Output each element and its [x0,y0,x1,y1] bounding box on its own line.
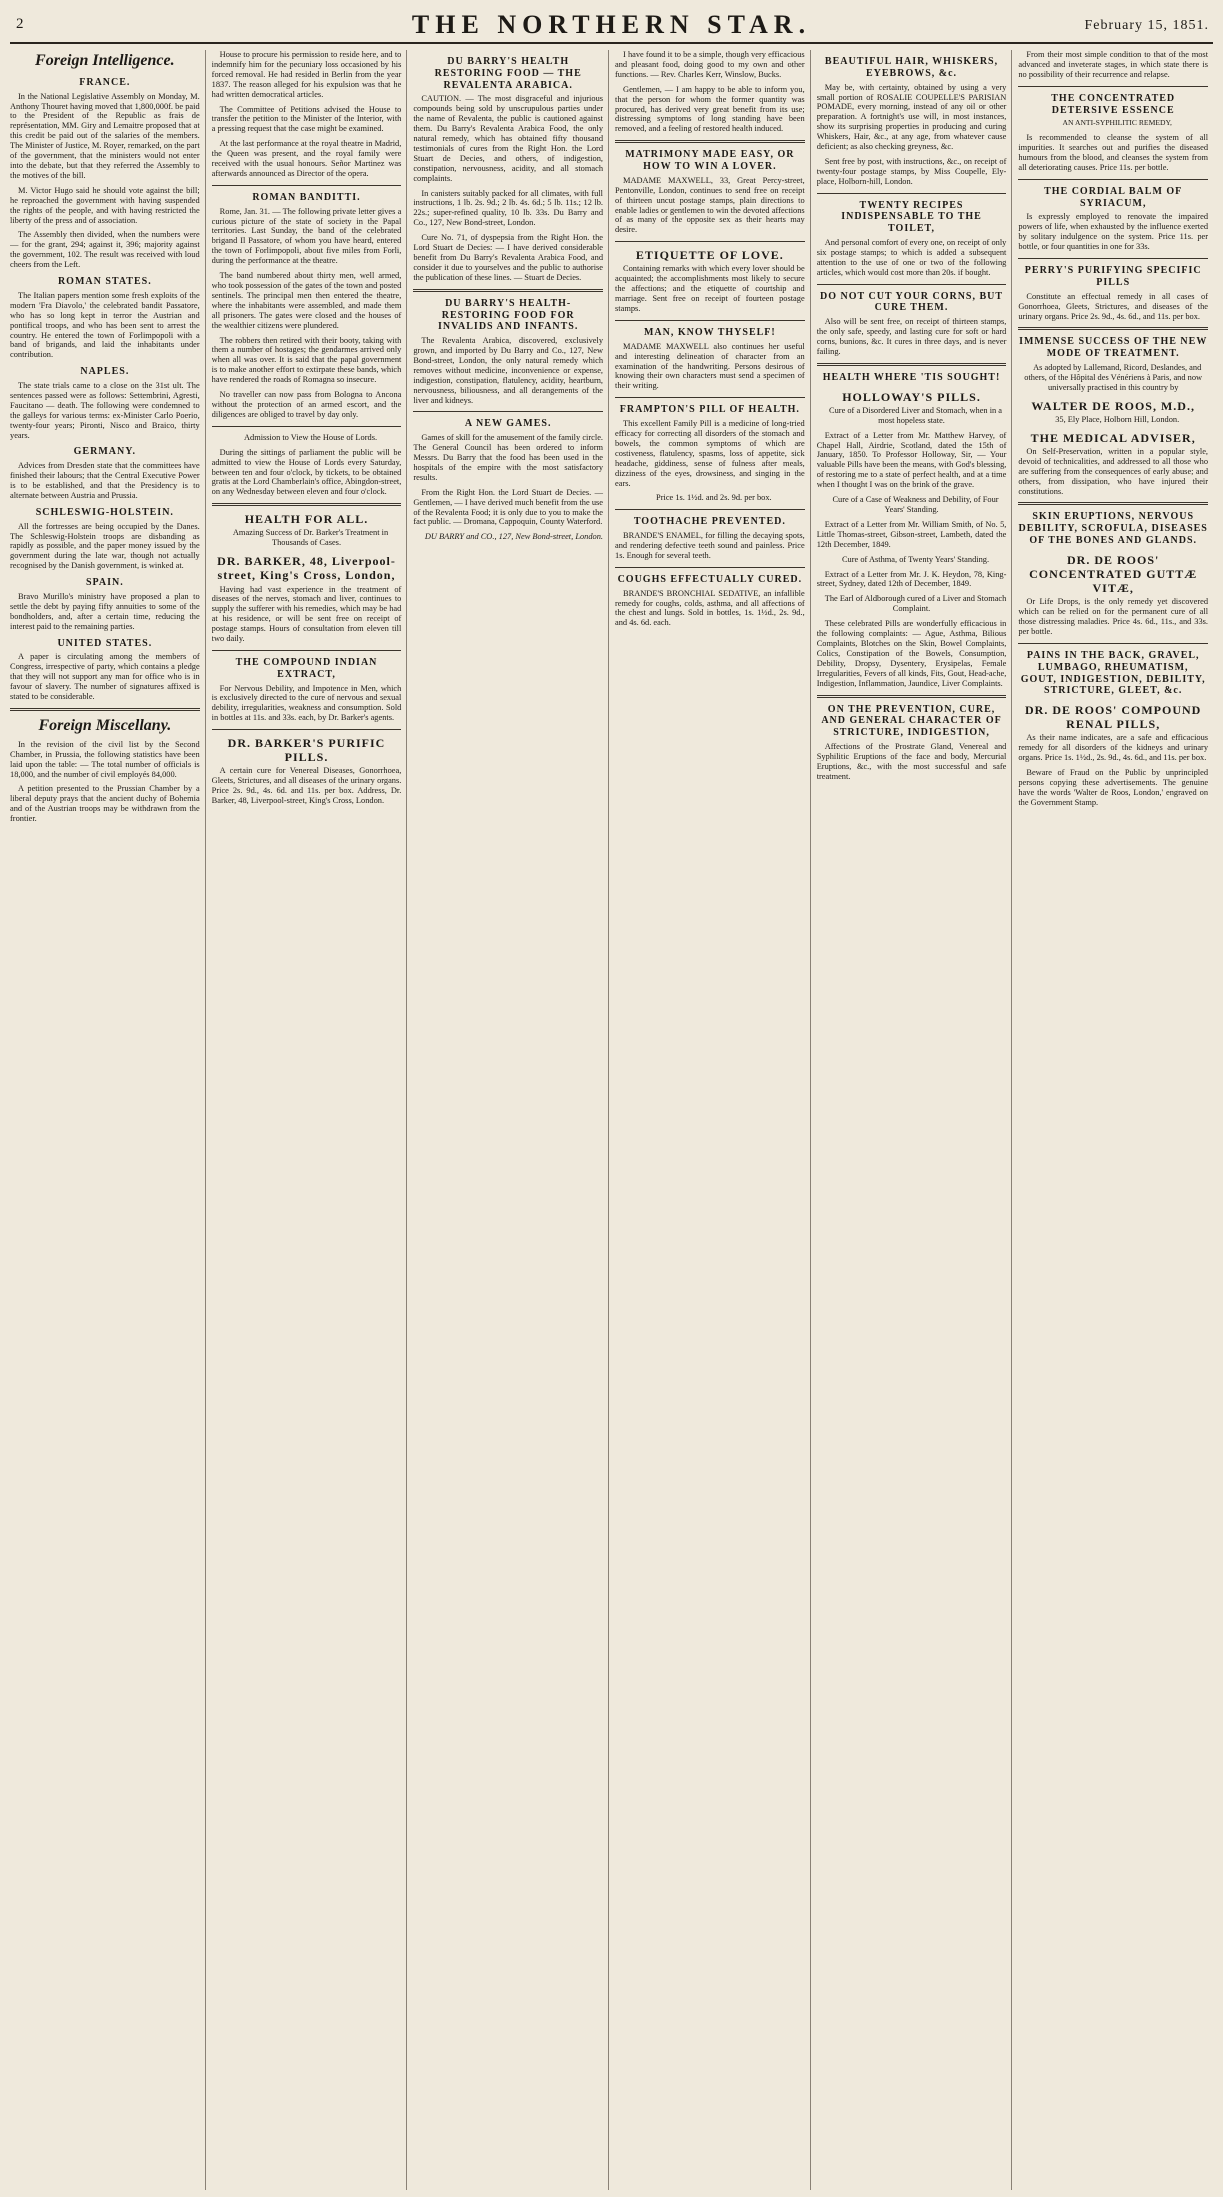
subheading-spain: SPAIN. [85,577,124,589]
divider [615,320,805,321]
testimonial: Gentlemen, — I am happy to be able to inform you, that the person for whom the former quantity was procured, has derived very great benefit from its use; distressing symptoms of long standing have been removed, and a feeling of restored health induced. [615,84,805,134]
advert-heading: MAN, KNOW THYSELF! [643,326,776,338]
advert-text: Extract of a Letter from Mr. Matthew Harvey, of Chapel Hall, Airdrie, Scotland, dated the 15th of January, 1850. To Professor Holloway, Sir, — Your valuable Pills have been the means, with God's blessing, of restoring me to a state of perfect health, and at a time when I thought I was on the brink of the grave. [816,430,1007,490]
article-paragraph: Rome, Jan. 31. — The following private letter gives a curious picture of the state of society in the Papal territories. Last Sunday, the band of the celebrated brigand Il Passatore, of whom you have heard, entered the town of Forlimpopoli, about five miles from Forli, during the performance at the theatre. [211,206,402,266]
advert-heading: DU BARRY'S HEALTH-RESTORING FOOD FOR INVALIDS AND INFANTS. [437,297,579,333]
advert-heading: TWENTY RECIPES INDISPENSABLE TO THE TOILET, [841,199,982,235]
article-paragraph: House to procure his permission to reside here, and to indemnify him for the pecuniary loss occasioned by his forced removal. He had resided in Berlin from the year 1837. The reason alleged for his expulsion was that he had written democratical articles. [211,50,402,99]
article-paragraph: In the revision of the civil list by the Second Chamber, in Prussia, the following statistics have been laid upon the table: — The total number of officials is 18,000, and the number of civil employés 84,000. [10,739,200,779]
advert-heading: THE CONCENTRATED DETERSIVE ESSENCE [1051,92,1176,116]
advert-price: Price 1s. 1½d. and 2s. 9d. per box. [656,493,772,503]
divider [817,363,1007,366]
advert-text: BRANDE'S BRONCHIAL SEDATIVE, an infallible remedy for coughs, colds, asthma, and all affections of the chest and lungs. Sold in bottles, 1s. 1½d., 2s. 9d., and 4s. 6d. each. [615,588,805,628]
article-paragraph: A paper is circulating among the members of Congress, irrespective of party, which contains a pledge that they will not support any man for office who is in favour of slavery. The number of signatures affixed is stated to be considerable. [10,652,200,702]
advert-text: On Self-Preservation, written in a popular style, devoid of technicalities, and addressed to all those who are suffering from the consequences of early abuse; and others, from dissipation, who have injured their constitutions. [1018,446,1209,496]
advert-text: Affections of the Prostrate Gland, Venereal and Syphilitic Eruptions of the face and body, Mercurial Eruptions, &c., with the most successful and safe treatment. [816,741,1007,781]
subheading-germany: GERMANY. [73,446,137,458]
advert-heading: PAINS IN THE BACK, GRAVEL, LUMBAGO, RHEUMATISM, GOUT, INDIGESTION, DEBILITY, STRICTURE, GLEET, &c. [1020,649,1206,697]
advert-heading: MATRIMONY MADE EASY, OR HOW TO WIN A LOVER. [625,149,795,173]
advert-text: For Nervous Debility, and Impotence in Men, which is exclusively directed to the cure of nervous and sexual debility, irregularities, weakness and consumption. Sold in bottles at 11s. and 33s. each, by Dr. Barker's agents. [211,683,402,723]
advert-subheading: Cure of a Disordered Liver and Stomach, when in a most hopeless state. [829,405,1003,425]
column-6 [1018,50,1213,2190]
article-paragraph: The state trials came to a close on the 31st ult. The sentences passed were as follows: Settembrini, Agresti, Faucitano — death. The following were condemned to the galleys for various terms: ex-Minister Carlo Poerio, twenty-four years; Pironti, Nisco and Braico, thirty years. [10,381,200,440]
divider [1018,86,1208,87]
advert-heading: COUGHS EFFECTUALLY CURED. [617,573,803,585]
advert-price: Sent free by post, with instructions, &c., on receipt of twenty-four postage stamps, by Miss Coupelle, Ely-place, Holborn-hill, London. [816,156,1007,186]
divider [1018,258,1208,259]
advert-heading: IMMENSE SUCCESS OF THE NEW MODE OF TREATMENT. [1019,336,1208,360]
divider [413,411,603,412]
advert-text: Or Life Drops, is the only remedy yet discovered which can be relied on for the permanent cure of all those distressing maladies. Price 4s. 6d., 11s., and 33s. per bottle. [1018,597,1209,637]
advert-heading: THE COMPOUND INDIAN EXTRACT, [235,656,378,680]
advert-title: DR. DE ROOS' COMPOUND RENAL PILLS, [1025,703,1202,732]
advert-text: These celebrated Pills are wonderfully efficacious in the following complaints: — Ague, Asthma, Bilious Complaints, Blotches on the Skin, Bowel Complaints, Colics, Constipation of the Bowels, Consumption, Debility, Dropsy, Dysentery, Erysipelas, Female Irregularities, Fevers of all kinds, Fits, Gout, Head-ache, Indigestion, Inflammation, Jaundice, Liver Complaints. [816,619,1007,688]
divider [212,503,402,506]
subheading-schleswig-holstein: SCHLESWIG-HOLSTEIN. [35,506,174,518]
advert-note: Beware of Fraud on the Public by unprincipled persons copying these advertisements. The genuine have the words 'Walter de Roos, London,' engraved on the Government Stamp. [1018,768,1209,807]
advert-text: Games of skill for the amusement of the family circle. The General Council has been ordered to inform Messrs. Du Barry that the food has been used in the hospitals of the empire with the most satisfactory results. [413,433,604,482]
divider [10,708,200,711]
newspaper-title: THE NORTHERN STAR. [411,10,812,39]
advert-text: Extract of a Letter from Mr. J. K. Heydon, 78, King-street, Sydney, dated 12th of December, 1849. [816,569,1007,589]
advert-signature: DU BARRY and CO., 127, New Bond-street, London. [424,532,604,542]
article-paragraph: M. Victor Hugo said he should vote against the bill; he reproached the government with having suspended the rights of the people, and with having restricted the liberty of the press and of association. [10,185,200,225]
advert-text: Is expressly employed to renovate the impaired powers of life, when exhausted by the influence exerted by solitary indulgence on the system. Price 11s. per bottle, or four quantities in one for 33s. [1018,212,1209,252]
article-paragraph: A petition presented to the Prussian Chamber by a liberal deputy prays that the ancient duchy of Bohemia and of the Austrian troops may be withdrawn from the frontier. [10,784,200,824]
subheading-naples: NAPLES. [80,366,130,378]
advert-address: 35, Ely Place, Holborn Hill, London. [1055,414,1180,424]
advert-text: This excellent Family Pill is a medicine of long-tried efficacy for correcting all disorders of the stomach and bowels, the common symptoms of which are costiveness, flatulency, spasms, loss of appetite, sick headache, giddiness, sense of fulness after meals, dizziness of the eyes, drowsiness, and singing in the ears. [615,419,805,488]
divider [212,185,402,186]
advert-text: Extract of a Letter from Mr. William Smith, of No. 5, Little Thomas-street, Gibson-street, Lambeth, dated the 12th December, 1849. [816,519,1007,549]
advert-text: From their most simple condition to that of the most advanced and inveterate stages, in which state there is no possibility of their recurrence and relapse. [1018,50,1209,79]
advert-name: DR. BARKER, 48, Liverpool-street, King's Cross, London, [217,554,396,583]
column-3 [413,50,609,2190]
article-paragraph: The Italian papers mention some fresh exploits of the modern 'Fra Diavolo,' the celebrated bandit Passatore, who has so long kept in terror the Austrian and pontifical troops, and who has been sent to arrest the country. He entered the town of Forlimpopoli with a band of brigands, and laid the inhabitants under contribution. [10,290,200,360]
column-2 [212,50,408,2190]
subheading-france: FRANCE. [79,76,131,88]
advert-text: The Revalenta Arabica, discovered, exclusively grown, and imported by Du Barry and Co., 127, New Bond-street, London, the only natural remedy which removes without medicine, inconvenience or expense, indigestion, constipation, flatulency, acidity, heartburn, nervousness, biliousness, and all derangements of the liver and kidneys. [413,336,604,405]
divider [615,397,805,398]
advert-text: In canisters suitably packed for all climates, with full instructions, 1 lb. 2s. 9d.; 2 lb. 4s. 6d.; 5 lb. 11s.; 12 lb. 22s.; super-refined quality, 10 lb. 33s. Du Barry and Co., 127, New Bond-street, London. [413,188,604,228]
divider [615,140,805,143]
divider [413,289,603,292]
advert-heading: THE CORDIAL BALM OF SYRIACUM, [1044,185,1183,209]
article-paragraph: The band numbered about thirty men, well armed, who took possession of the gates of the town and posted sentinels. The principal men then entered the theatre, where the inhabitants were assembled, and made them all prisoners. The gates were closed and the houses of the wealthier citizens were plundered. [211,271,402,330]
advert-subheading: Amazing Success of Dr. Barker's Treatment in Thousands of Cases. [232,528,389,548]
subheading-roman-states: ROMAN STATES. [57,276,152,288]
article-paragraph: The Assembly then divided, when the numbers were — for the grant, 294; against it, 396; majority against the government, 102. The result was received with loud cheers from the Left. [10,230,200,270]
column-5 [817,50,1013,2190]
advert-subheading: Cure of Asthma, of Twenty Years' Standing. [841,554,990,564]
page-number: 2 [16,16,24,32]
divider [212,729,402,730]
article-paragraph: No traveller can now pass from Bologna to Ancona without the protection of an armed escort, and the diligences are obliged to travel by day only. [211,390,402,419]
advert-heading: TOOTHACHE PREVENTED. [633,516,786,528]
advert-text: CAUTION. — The most disgraceful and injurious compounds being sold by unscrupulous parties under the name of Revalenta, the public is cautioned against them. Du Barry's Revalenta Arabica Food, the only natural remedy, which has obtained fifty thousand testimonials of cures from the Right Hon. the Lord Stuart de Decies, and others, of indigestion, constipation, nervousness, acidity, and all stomach complaints. [413,94,604,183]
advert-heading: ETIQUETTE OF LOVE. [635,248,784,263]
article-paragraph: The robbers then retired with their booty, taking with them a number of hostages; the gendarmes arrived only when all was over. It is said that the papal government is to make another effort to extirpate these bands, which have rendered the roads of Romagna so insecure. [211,335,402,385]
testimonial: I have found it to be a simple, though very efficacious and pleasant food, doing good to my own and other functions. — Rev. Charles Kerr, Winslow, Bucks. [615,50,805,79]
divider [212,650,402,651]
advert-heading: BEAUTIFUL HAIR, WHISKERS, EYEBROWS, &c. [824,56,999,79]
divider [1018,327,1208,330]
column-1 [10,50,206,2190]
article-paragraph: In the National Legislative Assembly on Monday, M. Anthony Thouret having moved that 1,800,000f. be paid to the President of the Republic as frais de représentation, MM. Giry and Lemaitre proposed that at this credit be paid out of the salaries of the members. The Minister of Justice, M. Royer, remarked, on the part of the government, that the ministers would not enter into the debate, but that they referred the Assembly to the motives of the bill. [10,91,200,180]
advert-heading: PERRY'S PURIFYING SPECIFIC PILLS [1024,265,1202,288]
column-4 [615,50,811,2190]
advert-text: And personal comfort of every one, on receipt of only six postage stamps; to which is added a subsequent attention to the use of one or two of the following articles, which would cost more than 20s. if bought. [816,238,1007,277]
divider [615,567,805,568]
advert-heading: DU BARRY'S HEALTH RESTORING FOOD — THE REVALENTA ARABICA. [434,56,582,91]
advert-text: Constitute an effectual remedy in all cases of Gonorrhoea, Gleets, Strictures, and diseases of the urinary organs. Price 2s. 9d., 4s. 6d., and 11s. per box. [1018,291,1209,321]
advert-text: Containing remarks with which every lover should be acquainted; the accomplishments most likely to secure the affections; and the etiquette of courtship and marriage. Sent free on receipt of fourteen postage stamps. [615,264,805,314]
notice-heading: Admission to View the House of Lords. [243,432,378,442]
advert-text: May be, with certainty, obtained by using a very small portion of ROSALIE COUPELLE'S PARISIAN POMADE, every morning, instead of any oil or other preparation. A fortnight's use will, in most instances, show its surprising properties in producing and curing Whiskers, Hair, &c., at any age, from whatever cause deficient; as also checking greyness, &c. [816,82,1007,152]
advert-text: As their name indicates, are a safe and efficacious remedy for all disorders of the kidneys and urinary organs. Price 1s. 1½d., 2s. 9d., 4s. 6d., and 11s. per box. [1018,733,1209,763]
divider [1018,179,1208,180]
advert-text: A certain cure for Venereal Diseases, Gonorrhoea, Gleets, Strictures, and all diseases of the urinary organs. Price 2s. 9d., 4s. 6d. and 11s. per box. Address, Dr. Barker, 48, Liverpool-street, King's Cross, London. [211,766,402,806]
divider [817,695,1007,698]
advert-title: HOLLOWAY'S PILLS. [842,389,981,404]
advert-subheading: The Earl of Aldborough cured of a Liver and Stomach Complaint. [824,594,1007,614]
advert-heading: DO NOT CUT YOUR CORNS, BUT CURE THEM. [819,290,1004,314]
advert-subheading: AN ANTI-SYPHILITIC REMEDY, [1062,118,1172,128]
advert-text: MADAME MAXWELL also continues her useful and interesting delineation of character from an examination of the handwriting. Persons desirous of knowing their own characters must send a specimen of their writing. [615,341,805,391]
notice-text: During the sittings of parliament the public will be admitted to view the House of Lords every Saturday, between ten and four o'clock, by tickets, to be obtained gratis at the Lord Chamberlain's office, Abingdon-street, on any Wednesday between eleven and four o'clock. [211,447,402,497]
article-paragraph: At the last performance at the royal theatre in Madrid, the Queen was present, and the royal family were received with the usual honours. Señor Martinez was afterwards announced as Director of the opera. [211,139,402,178]
advert-text: MADAME MAXWELL, 33, Great Percy-street, Pentonville, London, continues to send free on receipt of thirteen uncut postage stamps, plain directions to enable ladies or gentlemen to win the devoted affections of as many of the opposite sex as their hearts may desire. [615,175,805,235]
section-heading-foreign-miscellany: Foreign Miscellany. [38,716,172,734]
advert-text: BRANDE'S ENAMEL, for filling the decaying spots, and rendering defective teeth sound and painless. Price 1s. Enough for several teeth. [615,531,805,560]
subheading-roman-banditti: ROMAN BANDITTI. [252,191,361,203]
subheading-united-states: UNITED STATES. [57,637,153,649]
advert-heading: A NEW GAMES. [464,418,552,430]
advert-heading: HEALTH FOR ALL. [244,512,369,527]
advert-title: DR. DE ROOS' CONCENTRATED GUTTÆ VITÆ, [1029,552,1198,596]
divider [817,193,1007,194]
advert-text: Also will be sent free, on receipt of thirteen stamps, the only safe, speedy, and lasting cure for soft or hard corns, bunions, &c. It cures in three days, and is never failing. [816,317,1007,356]
divider [212,426,402,427]
divider [615,509,805,510]
advert-subheading: Cure of a Case of Weakness and Debility, of Four Years' Standing. [832,495,999,514]
advert-text: Is recommended to cleanse the system of all impurities. It searches out and purifies the diseased humours from the blood, and cleanses the system from all deteriorating causes. Price 11s. per bottle. [1018,133,1209,172]
masthead [10,6,1213,44]
testimonial: Cure No. 71, of dyspepsia from the Right Hon. the Lord Stuart de Decies: — I have derived considerable benefit from Du Barry's Revalenta Arabica Food, and consider it due to yourselves and the public to authorise the publication of these lines. — Stuart de Decies. [413,233,604,282]
divider [615,241,805,242]
divider [817,284,1007,285]
columns [10,50,1213,2190]
article-paragraph: Bravo Murillo's ministry have proposed a plan to settle the debt by paying fifty annuities to some of the bondholders, and, after a certain time, reducing the interest paid to the remaining parties. [10,592,200,631]
article-paragraph: The Committee of Petitions advised the House to transfer the petition to the Minister of the Interior, with a pressing request that the case might be examined. [211,104,402,134]
advert-title: THE MEDICAL ADVISER, [1030,430,1196,445]
issue-date: February 15, 1851. [1084,18,1209,33]
advert-heading: DR. BARKER'S PURIFIC PILLS. [227,736,386,765]
section-heading-foreign-intelligence: Foreign Intelligence. [35,52,175,69]
divider [1018,643,1208,644]
article-paragraph: All the fortresses are being occupied by the Danes. The Schleswig-Holstein troops are disbanding as rapidly as possible, and the paper money issued by the government during the late war, though not actually recognised by the Danish government, is winked at. [10,521,200,571]
advert-heading: ON THE PREVENTION, CURE, AND GENERAL CHARACTER OF STRICTURE, INDIGESTION, [821,703,1002,739]
testimonial: From the Right Hon. the Lord Stuart de Decies. — Gentlemen, — I have derived much benefit from the use of the Revalenta Food; it is only due to you to make the fact public. — Dromana, Cappoquin, County Waterford. [413,487,604,527]
article-paragraph: Advices from Dresden state that the committees have finished their labours; that the Central Executive Power is to be established, and that the Presidency is to alternate between Austria and Prussia. [10,461,200,500]
advert-subheading: As adopted by Lallemand, Ricord, Deslandes, and others, of the Hôpital des Vénériens à Paris, and now universally practised in this country by [1024,363,1203,392]
advert-heading: HEALTH WHERE 'TIS SOUGHT! [822,371,1001,383]
advert-name: WALTER DE ROOS, M.D., [1031,398,1195,413]
advert-heading: FRAMPTON'S PILL OF HEALTH. [619,404,800,416]
advert-heading: SKIN ERUPTIONS, NERVOUS DEBILITY, SCROFULA, DISEASES OF THE BONES AND GLANDS. [1018,511,1208,547]
divider [1018,502,1208,505]
advert-text: Having had vast experience in the treatment of diseases of the nerves, stomach and liver, continues to supply the sufferer with his remedies, which may be had at his residence, or will be sent free on receipt of postage stamps. Hours of consultation from eleven till two daily. [211,584,402,644]
